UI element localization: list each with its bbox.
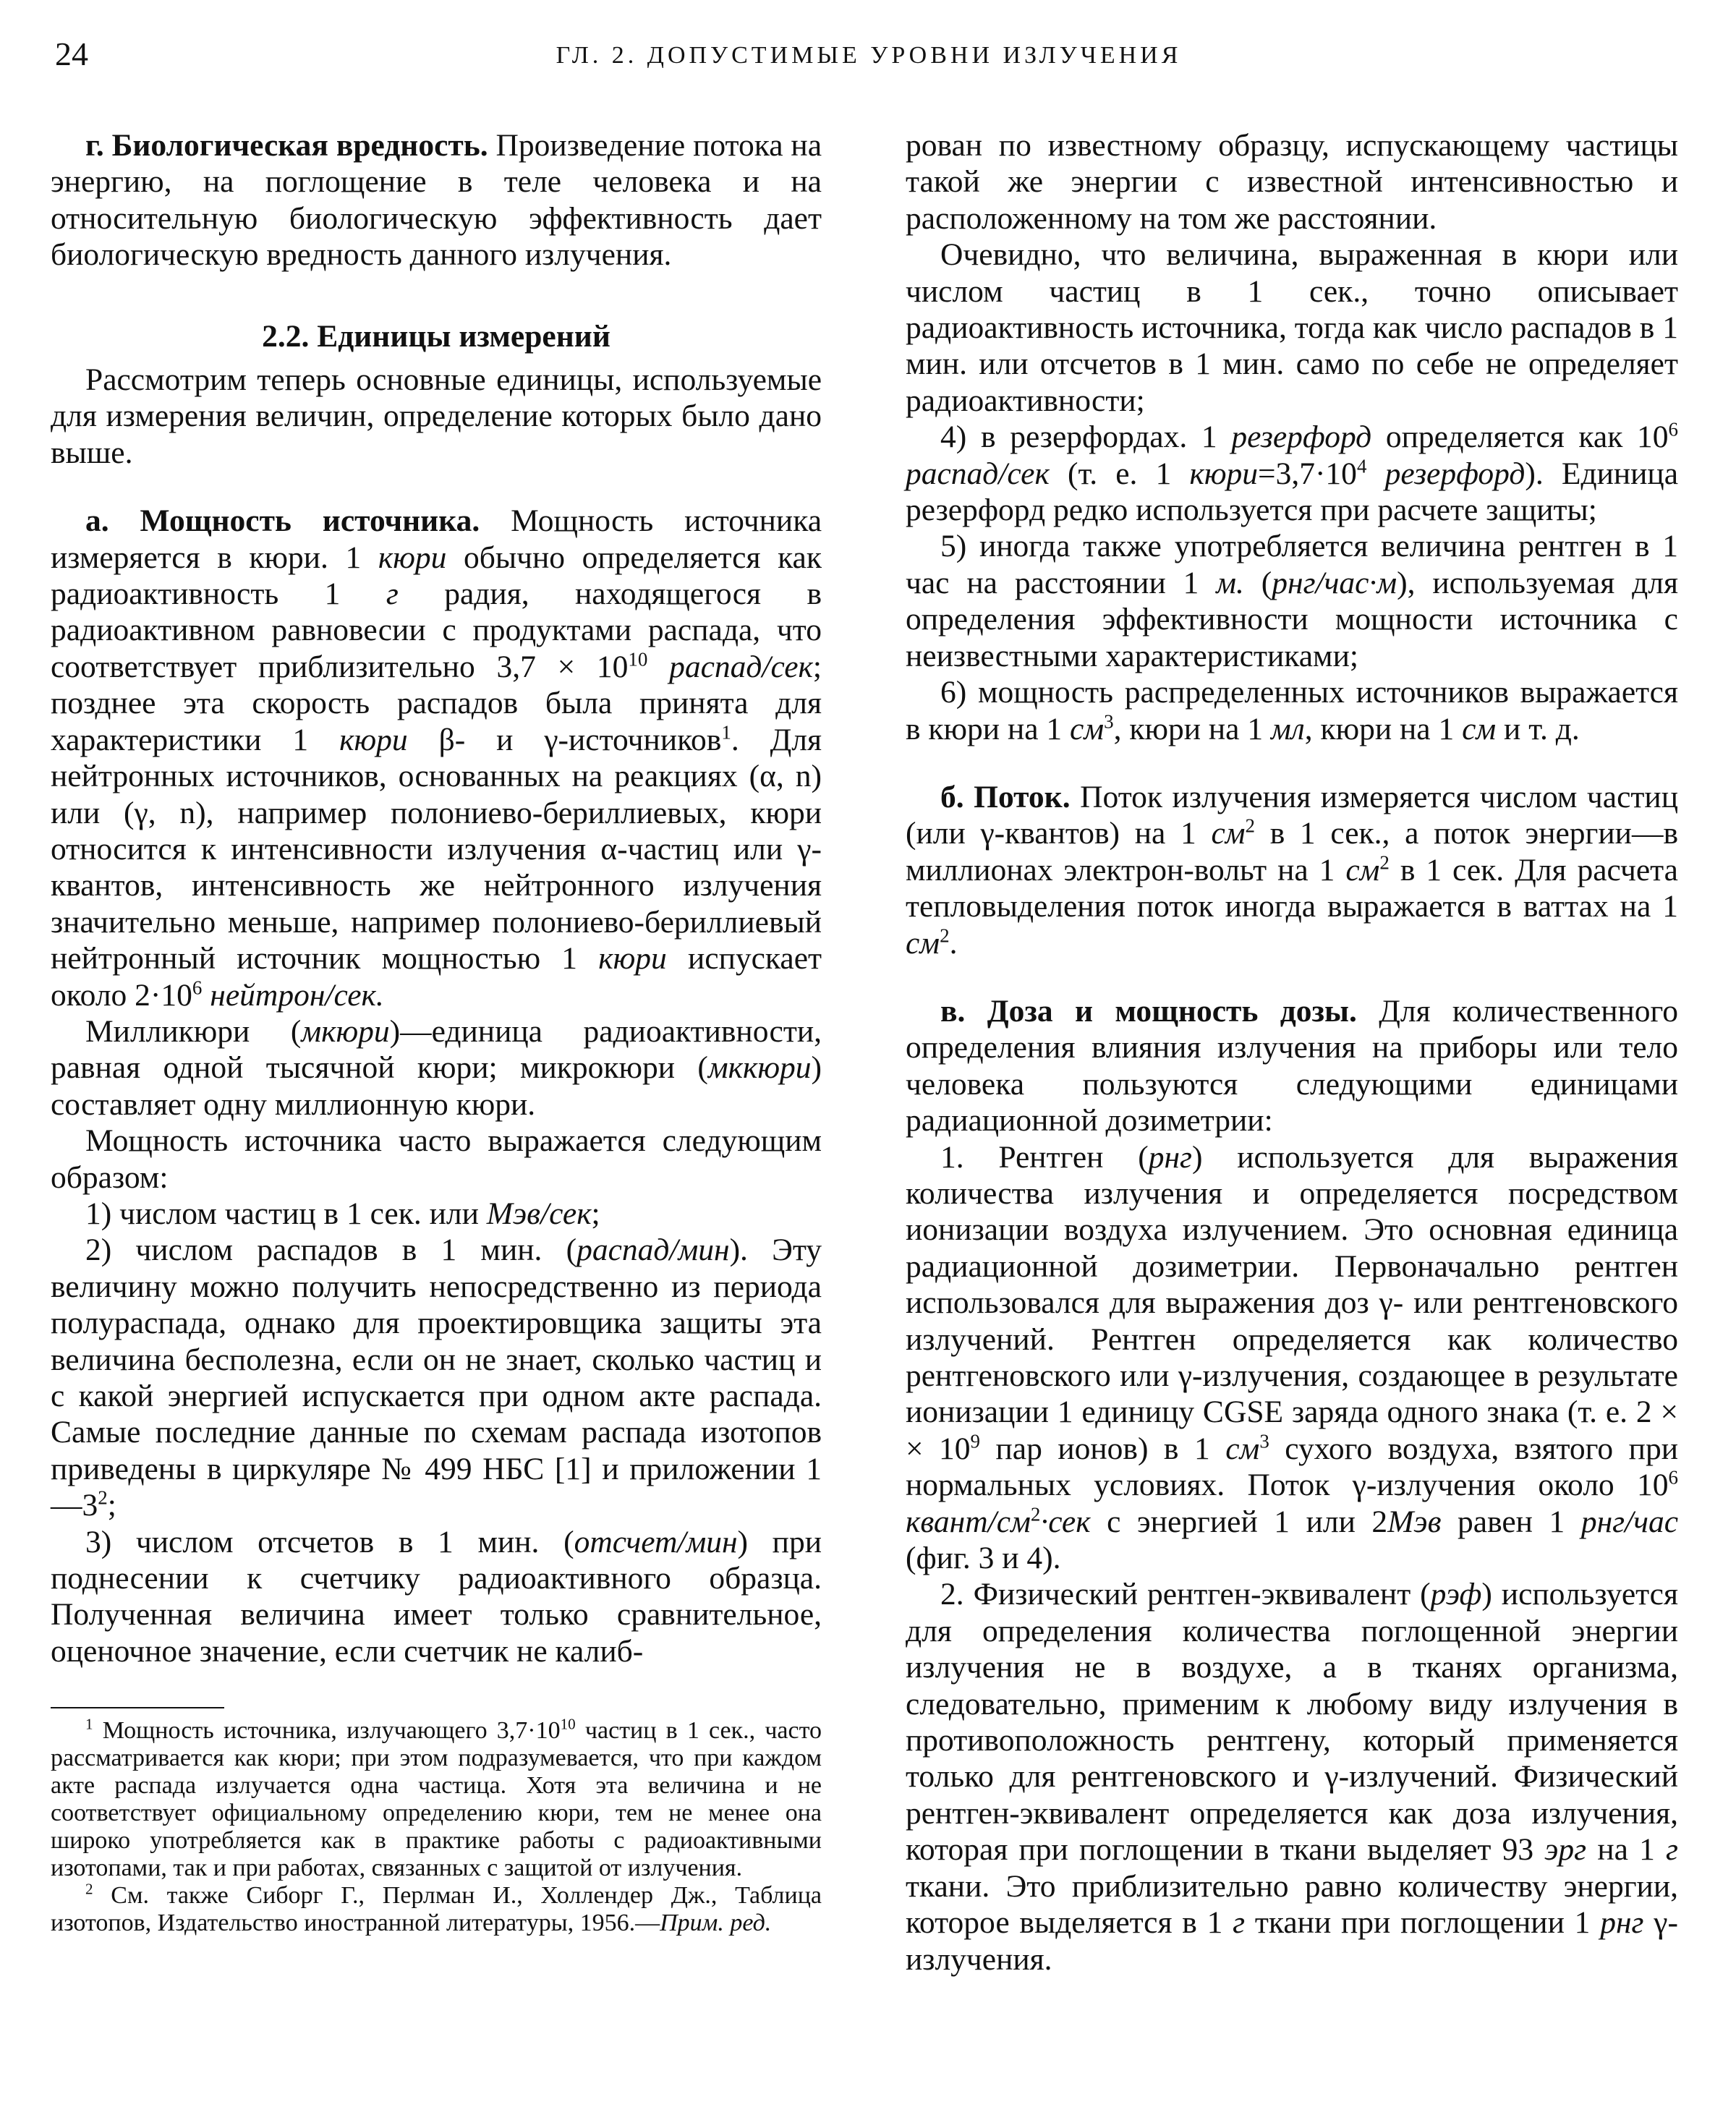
run-in-heading: а. Мощность источника. bbox=[85, 503, 480, 539]
list-item-3: 3) числом отсчетов в 1 мин. (отсчет/мин) при поднесении к счетчику радиоактивного образца. Полученная величина имеет только сравнительное, оценочное значение, если счетчик не калиб- bbox=[51, 1524, 822, 1669]
paragraph-dose: в. Доза и мощность дозы. Для количественного определения влияния излучения на приборы или тело человека пользуются следующими единицами радиационной дозиметрии: bbox=[906, 993, 1679, 1138]
section-heading: 2.2. Единицы измерений bbox=[262, 318, 610, 354]
paragraph-ref: 2. Физический рентген-эквивалент (рэф) используется для определения количества поглощенной энергии излучения не в воздухе, а в тканях организма, следовательно, применим к любому виду излучения в противоположность рентгену, который применяется только для рентгеновского и γ-излучений. Физический рентген-эквивалент определяется как доза излучения, которая при поглощении в ткани выделяет 93 эрг на 1 г ткани. Это приблизительно равно количеству энергии, которое выделяется в 1 г ткани при поглощении 1 рнг γ-излучения. bbox=[906, 1577, 1678, 1977]
page-number: 24 bbox=[55, 35, 88, 72]
footnote-divider bbox=[51, 1707, 224, 1708]
paragraph-roentgen: 1. Рентген (рнг) используется для выражения количества излучения и определяется посредством ионизации воздуха излучением. Это основная единица радиационной дозиметрии. Первоначально рентген использовался для выражения доз γ- или рентгеновского излучений. Рентген определяется как количество рентгеновского или γ-излучения, создающее в результате ионизации 1 единицу CGSE заряда одного знака (т. е. 2 × × $10^9$ пар ионов) в 1 $см^3$ сухого воздуха, взятого при нормальных условиях. Поток γ-излучения около $10^6$ квант/$см^2\cdot сек$ с энергией 1 или 2Мэв равен 1 рнг/час (фиг. 3 и 4). bbox=[906, 1139, 1679, 1576]
footnote-ref: 1 bbox=[721, 721, 731, 744]
paragraph-source-strength: а. Мощность источника. Мощность источника измеряется в кюри. 1 кюри обычно определяется как радиоактивность 1 г радия, находящегося в радиоактивном равновесии с продуктами распада, что соответствует приблизительно $3,7 \times 10^{10}$ распад/сек; позднее эта скорость распадов была принята для характеристики 1 кюри β- и γ-источников$^1$. Для нейтронных источников, основанных на реакциях (α, n) или (γ, n), например полониево-бериллиевых, кюри относится к интенсивности излучения α-частиц или γ-квантов, интенсивность же нейтронного излучения значительно меньше, например полониево-бериллиевый нейтронный источник мощностью 1 кюри испускает около $2\cdot 10^6$ нейтрон/сек. bbox=[51, 503, 822, 1013]
paragraph-millicurie: Милликюри (мкюри)—единица радиоактивности, равная одной тысячной кюри; микрокюри (мккюри) составляет одну миллионную кюри. bbox=[51, 1013, 822, 1122]
left-column bbox=[51, 127, 822, 1937]
list-item-1: 1) числом частиц в 1 сек. или Мэв/сек; bbox=[85, 1196, 600, 1231]
paragraph-often: Мощность источника часто выражается следующим образом: bbox=[51, 1123, 822, 1195]
footnote-2: $^2$ См. также Сиборг Г., Перлман И., Холлендер Дж., Таблица изотопов, Издательство иностранной литературы, 1956.—Прим. ред. bbox=[51, 1880, 822, 1937]
run-in-heading: в. Доза и мощность дозы. bbox=[940, 993, 1357, 1029]
page-header bbox=[55, 35, 1682, 78]
paragraph-continuation: рован по известному образцу, испускающему частицы такой же энергии с известной интенсивностью и расположенному на том же расстоянии. bbox=[906, 128, 1678, 236]
paragraph-intro: Рассмотрим теперь основные единицы, используемые для измерения величин, определение которых было дано выше. bbox=[51, 362, 822, 470]
run-in-heading: б. Поток. bbox=[940, 779, 1071, 814]
list-item-5: 5) иногда также употребляется величина рентген в 1 час на расстоянии 1 м. (рнг/час·м), используемая для определения эффективности мощности источника с неизвестными характеристиками; bbox=[906, 529, 1678, 673]
footnote-1: $^1$ Мощность источника, излучающего $3,7\cdot 10^{10}$ частиц в 1 сек., часто рассматривается как кюри; при этом подразумевается, что при каждом акте распада излучается одна частица. Хотя эта величина и не соответствует официальному определению кюри, тем не менее она широко употребляется как в практике работы с радиоактивными изотопами, так и при работах, связанных с защитой от излучения. bbox=[51, 1715, 822, 1882]
list-item-6: 6) мощность распределенных источников выражается в кюри на 1 $см^3$, кюри на 1 мл, кюри на 1 см и т. д. bbox=[906, 675, 1678, 746]
paragraph-biological-hazard: г. Биологическая вредность. Произведение потока на энергию, на поглощение в теле человека и на относительную биологическую эффективность дает биологическую вредность данного излучения. bbox=[51, 128, 822, 273]
list-item-2: 2) числом распадов в 1 мин. (распад/мин). Эту величину можно получить непосредственно из периода полураспада, однако для проектировщика защиты эта величина бесполезна, если он не знает, сколько частиц и с какой энергией испускается при одном акте распада. Самые последние данные по схемам распада изотопов приведены в циркуляре № 499 НБС [1] и приложении $1—3^2$; bbox=[51, 1233, 822, 1523]
right-column bbox=[906, 127, 1678, 1978]
list-item-4: 4) в резерфордах. 1 резерфорд определяется как $10^6$ распад/сек (т. е. 1 $кюри=3,7\cdot 10^4$ резерфорд). Единица резерфорд редко используется при расчете защиты; bbox=[906, 418, 1679, 528]
paragraph-obviously: Очевидно, что величина, выраженная в кюри или числом частиц в 1 сек., точно описывает радиоактивность источника, тогда как число распадов в 1 мин. или отсчетов в 1 мин. само по себе не определяет радиоактивности; bbox=[906, 237, 1678, 418]
paragraph-flux: б. Поток. Поток излучения измеряется числом частиц (или γ-квантов) на 1 $см^2$ в 1 сек., а поток энергии—в миллионах электрон-вольт на 1 $см^2$ в 1 сек. Для расчета тепловыделения поток иногда выражается в ваттах на 1 $см^2$. bbox=[906, 779, 1678, 961]
run-in-heading: г. Биологическая вредность. bbox=[85, 128, 488, 163]
running-title: ГЛ. 2. ДОПУСТИМЫЕ УРОВНИ ИЗЛУЧЕНИЯ bbox=[556, 42, 1182, 69]
